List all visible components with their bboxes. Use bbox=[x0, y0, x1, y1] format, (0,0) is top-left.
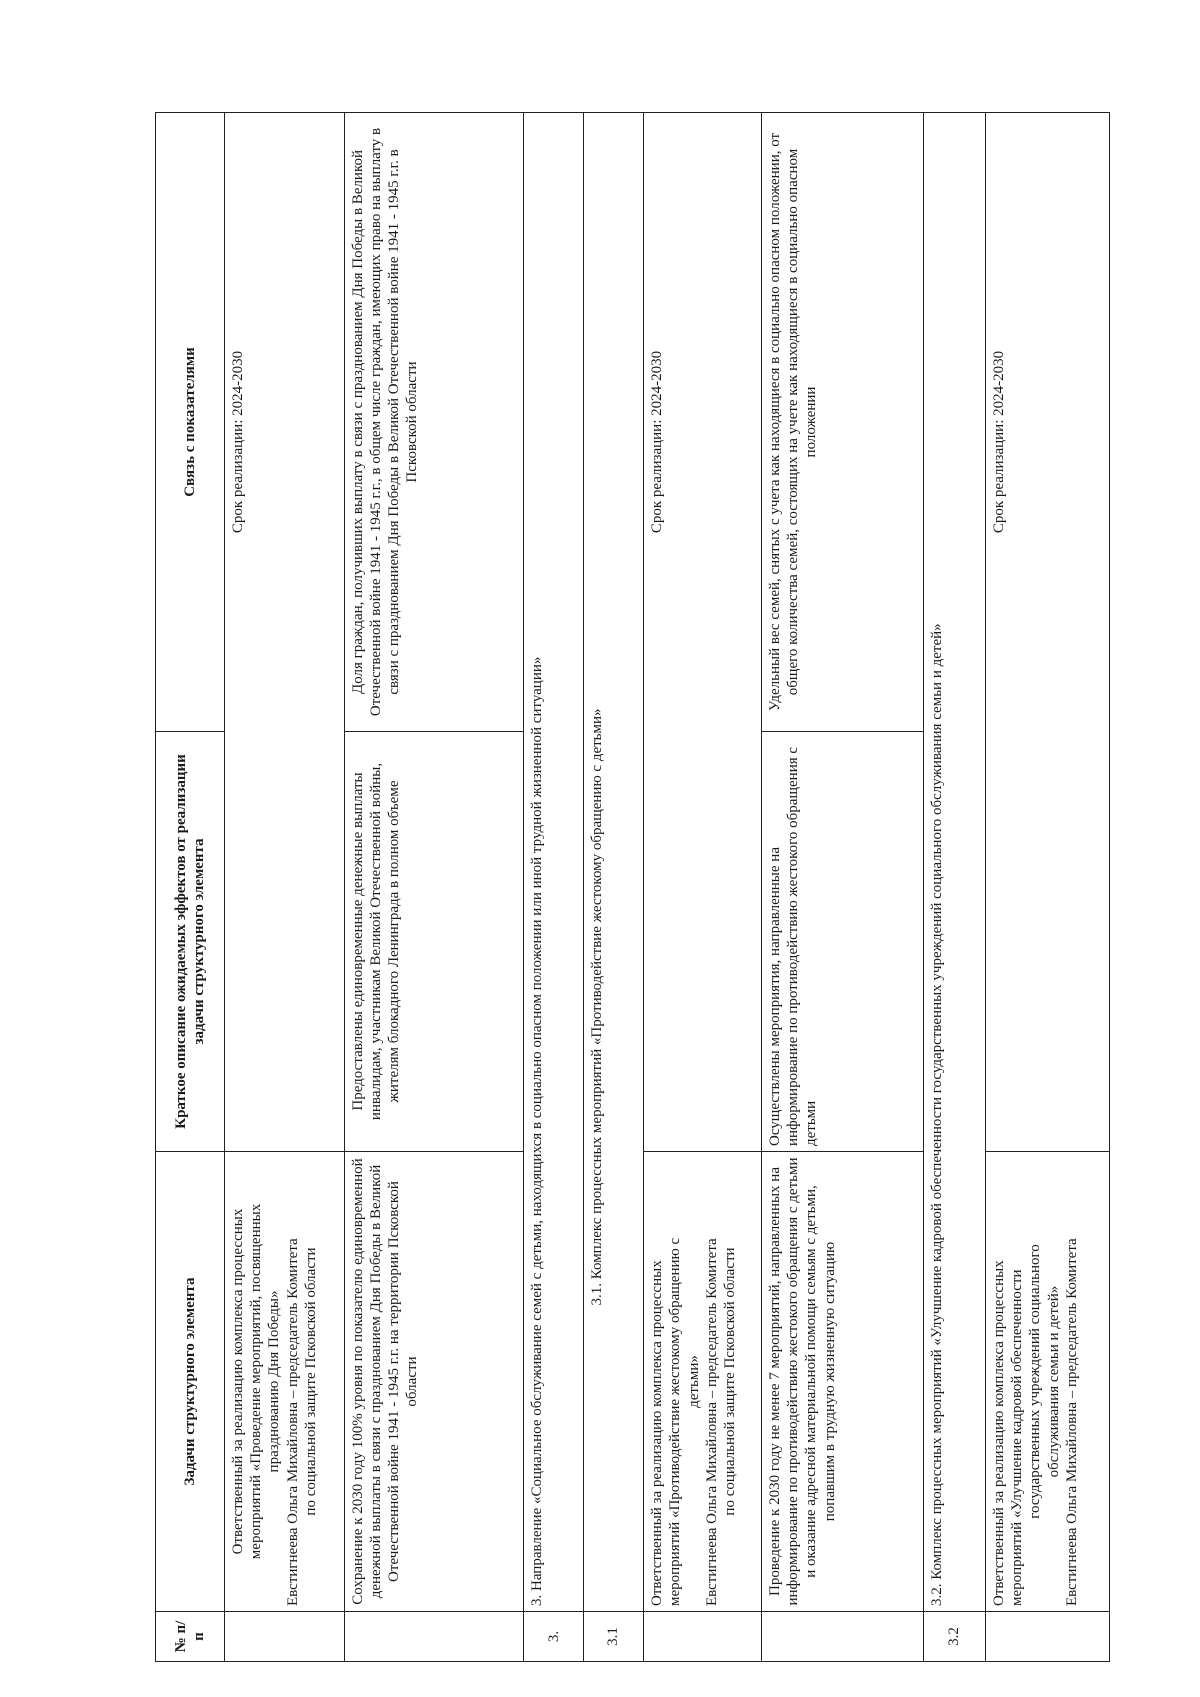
responsible-line: мероприятий «Улучшение кадровой обеспеченности bbox=[1008, 1269, 1025, 1606]
section31-effect: Осуществлены мероприятия, направленные на информирование по противодействию жестокого обращения с детьми bbox=[761, 732, 923, 1152]
section31-num: 3.1 bbox=[584, 1612, 644, 1662]
block1-task: Сохранение к 2030 году 100% уровня по показателю единовременной денежной выплаты в связи с празднованием Дня Победы в Великой Отечественной войне 1941 - 1945 г.г. на территории Псковской области bbox=[344, 1152, 524, 1612]
structural-elements-table bbox=[155, 112, 1110, 1662]
section31-title-text: 3.1. Комплекс процессных мероприятий «Противодействие жестокому обращению с детьми» bbox=[589, 708, 606, 1306]
section3-num: 3. bbox=[524, 1612, 584, 1662]
term-text: Срок реализации: 2024-2030 bbox=[990, 350, 1007, 534]
table-row bbox=[761, 113, 923, 1662]
responsible-line: мероприятий «Проведение мероприятий, посвященных bbox=[248, 1203, 265, 1560]
table-row bbox=[985, 113, 1109, 1662]
table-row bbox=[923, 113, 985, 1662]
term-text: Срок реализации: 2024-2030 bbox=[649, 350, 666, 534]
responsible-line: Ответственный за реализацию комплекса процессных bbox=[229, 1208, 246, 1555]
section31-title bbox=[584, 113, 644, 1612]
section31-task: Проведение к 2030 году не менее 7 мероприятий, направленных на информирование по противодействию жестокого обращения с детьми и оказание адресной материальной помощи семьям с детьми, попавшим в трудную жизненную ситуацию bbox=[761, 1152, 923, 1612]
section32-num: 3.2 bbox=[923, 1612, 985, 1662]
block1-term bbox=[224, 113, 344, 1152]
responsible-line: по социальной защите Псковской области bbox=[722, 1247, 739, 1516]
section31-link: Удельный вес семей, снятых с учета как находящиеся в социально опасном положении, от общего количества семей, состоящих на учете как находящиеся в социально опасном положении bbox=[761, 113, 923, 732]
responsible-line: Евстигнеева Ольга Михайловна – председатель Комитета bbox=[1063, 1238, 1080, 1606]
header-effect: Краткое описание ожидаемых эффектов от реализации задачи структурного элемента bbox=[156, 732, 225, 1152]
table-header-row bbox=[156, 113, 225, 1662]
table-row bbox=[224, 113, 344, 1662]
section32-responsible bbox=[985, 1152, 1109, 1612]
responsible-line: мероприятий «Противодействие жестокому обращению с bbox=[667, 1237, 684, 1606]
term-text: Срок реализации: 2024-2030 bbox=[229, 350, 246, 534]
rotated-landscape-table bbox=[155, 112, 1110, 1662]
responsible-line: детьми» bbox=[685, 1355, 702, 1408]
table-row bbox=[524, 113, 584, 1662]
table-row bbox=[644, 113, 762, 1662]
responsible-line: Евстигнеева Ольга Михайловна – председатель Комитета bbox=[703, 1238, 720, 1606]
section31-task-num bbox=[761, 1612, 923, 1662]
responsible-line: Ответственный за реализацию комплекса процессных bbox=[649, 1260, 666, 1606]
section32-term bbox=[985, 113, 1109, 1152]
table-row bbox=[344, 113, 524, 1662]
section32-resp-num bbox=[985, 1612, 1109, 1662]
responsible-line: по социальной защите Псковской области bbox=[302, 1247, 319, 1516]
responsible-line: Евстигнеева Ольга Михайловна – председатель Комитета bbox=[284, 1238, 301, 1606]
block1-num-cell bbox=[224, 1612, 344, 1662]
block1-responsible bbox=[224, 1152, 344, 1612]
responsible-line: празднованию Дня Победы» bbox=[266, 1290, 283, 1473]
section3-title: 3. Направление «Социальное обслуживание семей с детьми, находящихся в социально опасном положении или иной трудной жизненной ситуации» bbox=[524, 113, 584, 1612]
table-row bbox=[584, 113, 644, 1662]
section32-title: 3.2. Комплекс процессных мероприятий «Улучшение кадровой обеспеченности государственных учреждений социального обслуживания семьи и детей» bbox=[923, 113, 985, 1612]
header-task: Задачи структурного элемента bbox=[156, 1152, 225, 1612]
block1-effect: Предоставлены единовременные денежные выплаты инвалидам, участникам Великой Отечественной войны, жителям блокадного Ленинграда в полном объеме bbox=[344, 732, 524, 1152]
responsible-line: Ответственный за реализацию комплекса процессных bbox=[990, 1260, 1007, 1606]
header-link: Связь с показателями bbox=[156, 113, 225, 732]
section31-resp-num bbox=[644, 1612, 762, 1662]
section31-term bbox=[644, 113, 762, 1152]
header-num: № п/п bbox=[156, 1612, 225, 1662]
block1-task-num bbox=[344, 1612, 524, 1662]
section31-responsible bbox=[644, 1152, 762, 1612]
block1-link: Доля граждан, получивших выплату в связи с празднованием Дня Победы в Великой Отечественной войне 1941 - 1945 г.г., в общем числе граждан, имеющих право на выплату в связи с празднованием Дня Победы в Великой Отечественной войне 1941 - 1945 г.г. в Псковской области bbox=[344, 113, 524, 732]
responsible-line: государственных учреждений социального bbox=[1027, 1244, 1044, 1519]
responsible-line: обслуживания семьи и детей» bbox=[1045, 1285, 1062, 1478]
